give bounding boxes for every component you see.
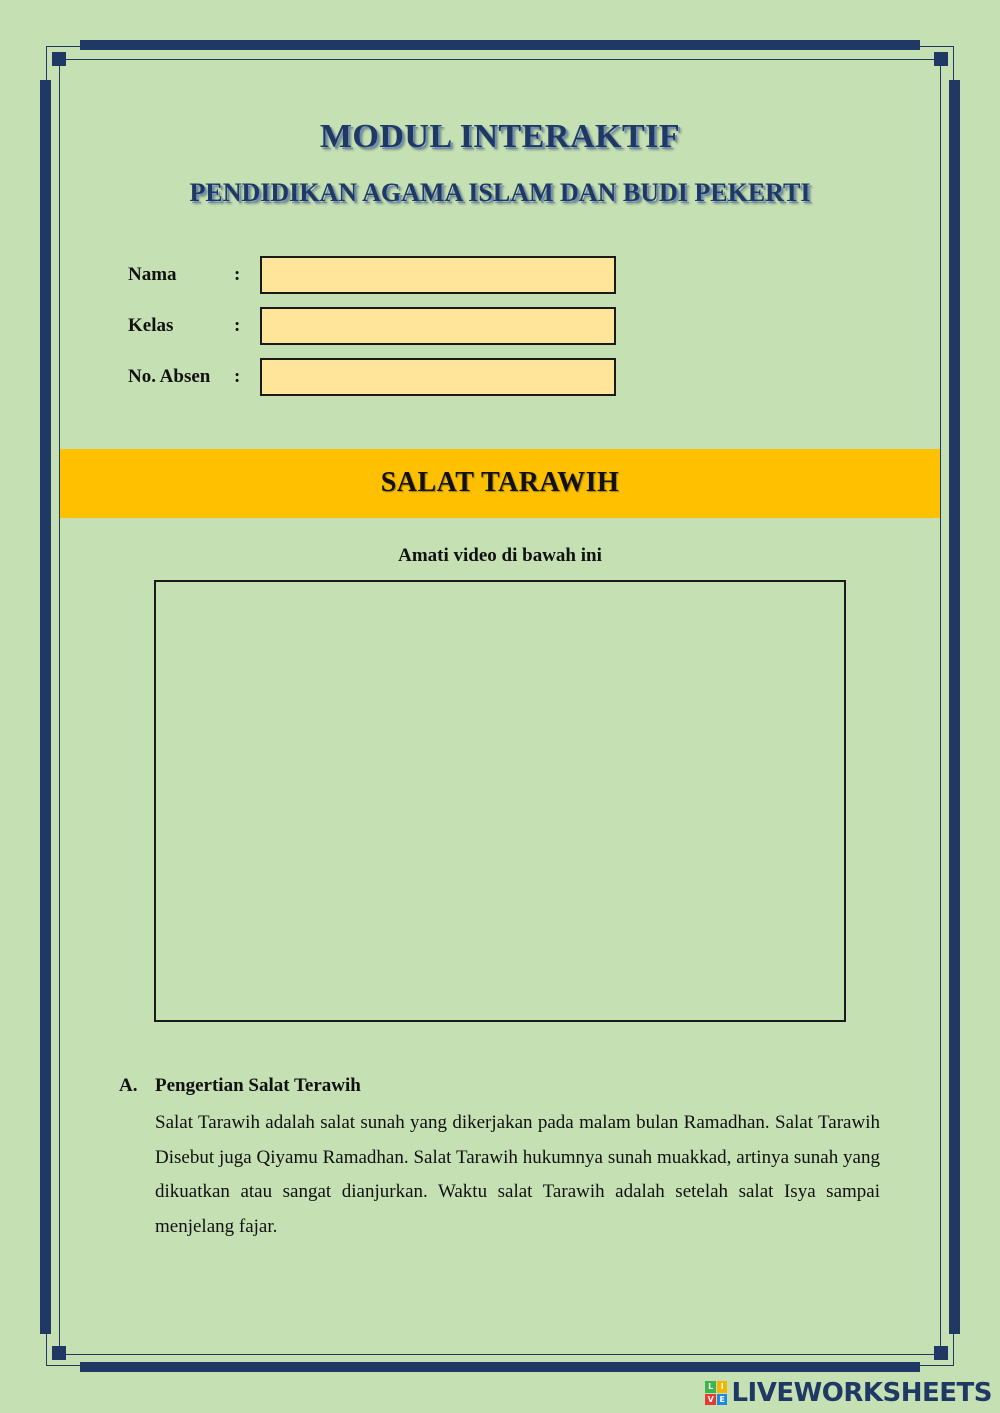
section-a-title: Pengertian Salat Terawih: [155, 1075, 361, 1096]
module-title: MODUL INTERAKTIF: [319, 118, 681, 155]
absen-input[interactable]: [260, 358, 616, 396]
section-a-letter: A.: [119, 1075, 138, 1096]
liveworksheets-icon: [705, 1381, 727, 1405]
liveworksheets-logo[interactable]: [705, 1376, 992, 1410]
frame-corner-br: [934, 1346, 948, 1360]
section-a-body: Salat Tarawih adalah salat sunah yang dikerjakan pada malam bulan Ramadhan. Salat Tarawih Disebut juga Qiyamu Ramadhan. Salat Tarawih hukumnya sunah muakkad, artinya sunah yang dikuatkan atau sangat dianjurkan. Waktu salat Tarawih adalah setelah salat Isya sampai menjelang fajar.: [155, 1112, 880, 1237]
module-subtitle: PENDIDIKAN AGAMA ISLAM DAN BUDI PEKERTI: [189, 178, 811, 207]
section-banner: [60, 449, 940, 518]
liveworksheets-text: LIVEWORKSHEETS: [731, 1378, 992, 1408]
frame-corner-tr: [934, 52, 948, 66]
banner-title: SALAT TARAWIH: [380, 467, 620, 498]
kelas-input[interactable]: [260, 307, 616, 345]
kelas-colon: :: [234, 315, 241, 336]
icon-letter-e: E: [717, 1394, 728, 1406]
icon-letter-i: I: [717, 1381, 728, 1393]
icon-letter-v: V: [705, 1394, 716, 1406]
kelas-label: Kelas: [128, 315, 174, 336]
nama-colon: :: [234, 264, 241, 285]
frame-corner-bl: [52, 1346, 66, 1360]
nama-label: Nama: [128, 264, 177, 285]
nama-input[interactable]: [260, 256, 616, 294]
absen-label: No. Absen: [128, 366, 211, 387]
icon-letter-l: L: [705, 1381, 716, 1393]
video-instruction: Amati video di bawah ini: [398, 545, 602, 566]
video-embed[interactable]: [154, 580, 846, 1022]
frame-corner-tl: [52, 52, 66, 66]
absen-colon: :: [234, 366, 241, 387]
